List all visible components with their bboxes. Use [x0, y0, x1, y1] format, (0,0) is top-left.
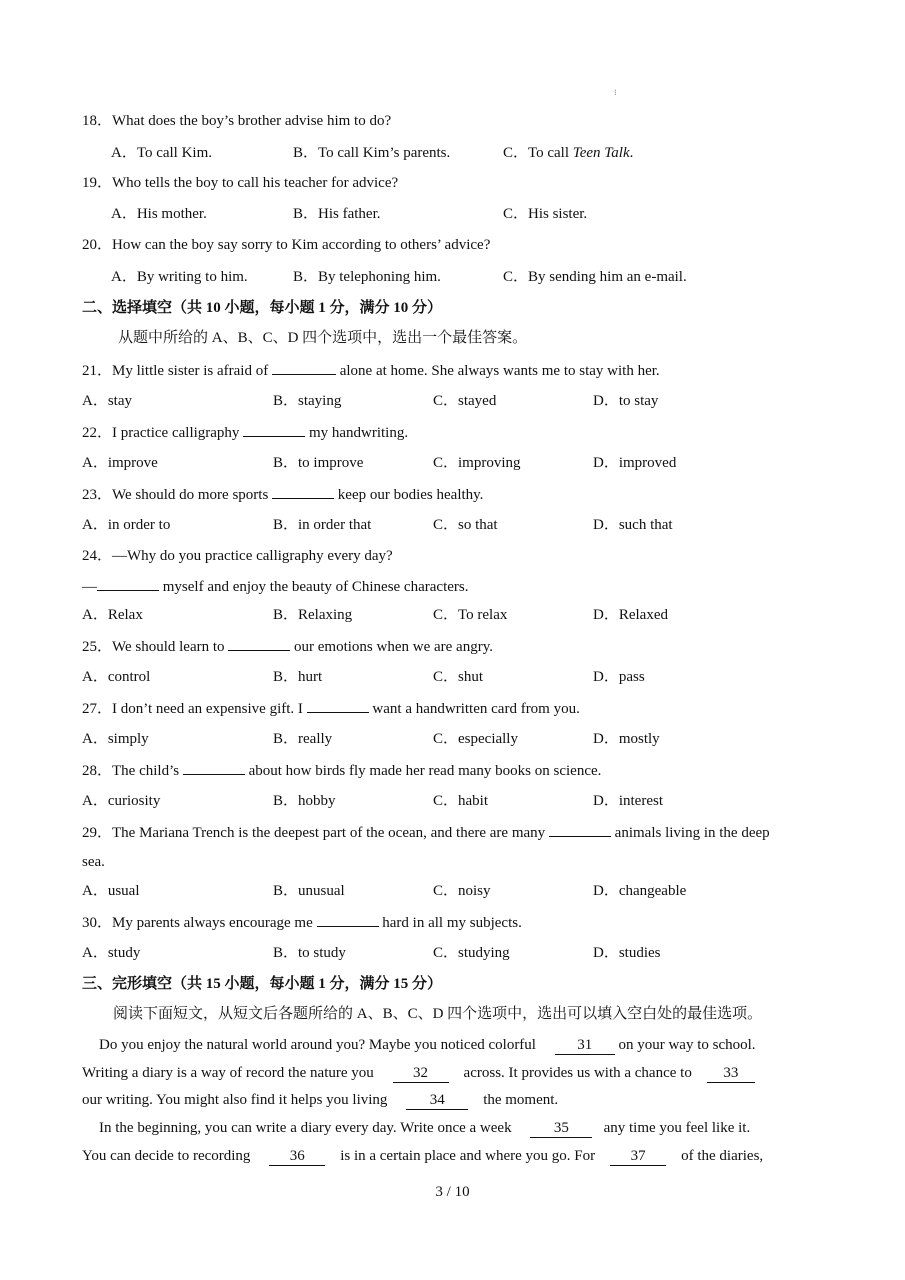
option-21d: D．to stay — [593, 393, 659, 409]
question-29: 29．The Mariana Trench is the deepest part of the ocean, and there are many animals living in the deep — [82, 822, 770, 843]
option-23a: A．in order to — [82, 517, 171, 533]
question-22: 22．I practice calligraphy my handwriting. — [82, 422, 408, 443]
option-30a: A．study — [82, 945, 141, 961]
passage-line-1: Do you enjoy the natural world around you? Maybe you noticed colorful 31 on your way to school. — [99, 1037, 756, 1053]
question-29-cont: sea. — [82, 854, 105, 870]
option-24c: C．To relax — [433, 607, 508, 623]
passage-line-4: In the beginning, you can write a diary every day. Write once a week 35 any time you feel like it. — [99, 1120, 751, 1136]
option-25d: D．pass — [593, 669, 645, 685]
option-30c: C．studying — [433, 945, 510, 961]
option-19a: A．His mother. — [111, 206, 207, 222]
question-25: 25．We should learn to our emotions when we are angry. — [82, 636, 493, 657]
question-24: 24．—Why do you practice calligraphy every day? — [82, 548, 393, 564]
section-2-instruction: 从题中所给的 A、B、C、D 四个选项中，选出一个最佳答案。 — [118, 330, 528, 346]
option-29d: D．changeable — [593, 883, 687, 899]
option-28b: B．hobby — [273, 793, 336, 809]
blank-37: 37 — [610, 1147, 666, 1166]
option-20a: A．By writing to him. — [111, 269, 248, 285]
option-22d: D．improved — [593, 455, 677, 471]
option-19c: C．His sister. — [503, 206, 588, 222]
option-30d: D．studies — [593, 945, 661, 961]
option-25c: C．shut — [433, 669, 484, 685]
option-22b: B．to improve — [273, 455, 364, 471]
option-27c: C．especially — [433, 731, 518, 747]
option-18a: A．To call Kim. — [111, 145, 213, 161]
option-27d: D．mostly — [593, 731, 660, 747]
option-23d: D．such that — [593, 517, 673, 533]
question-21: 21．My little sister is afraid of alone at home. She always wants me to stay with her. — [82, 360, 660, 381]
option-21a: A．stay — [82, 393, 132, 409]
question-20: 20．How can the boy say sorry to Kim according to others’ advice? — [82, 237, 491, 253]
passage-line-2: Writing a diary is a way of record the nature you 32 across. It provides us with a chance to 33 — [82, 1063, 755, 1083]
option-27a: A．simply — [82, 731, 149, 747]
option-21c: C．stayed — [433, 393, 497, 409]
blank-32: 32 — [393, 1064, 449, 1083]
option-29b: B．unusual — [273, 883, 345, 899]
option-27b: B．really — [273, 731, 333, 747]
option-28a: A．curiosity — [82, 793, 161, 809]
blank-33: 33 — [707, 1064, 755, 1083]
option-19b: B．His father. — [293, 206, 381, 222]
blank-35: 35 — [530, 1119, 592, 1138]
option-22a: A．improve — [82, 455, 158, 471]
passage-line-3: our writing. You might also find it helps you living 34 the moment. — [82, 1092, 559, 1108]
question-19: 19．Who tells the boy to call his teacher for advice? — [82, 175, 399, 191]
option-22c: C．improving — [433, 455, 521, 471]
blank-36: 36 — [269, 1147, 325, 1166]
question-28: 28．The child’s about how birds fly made her read many books on science. — [82, 760, 601, 781]
blank-34: 34 — [406, 1091, 468, 1110]
page-number: 3 / 10 — [435, 1184, 470, 1200]
page-mark: ⁝ — [614, 88, 617, 97]
section-2-title: 二、选择填空（共 10 小题，每小题 1 分，满分 10 分） — [82, 300, 443, 316]
option-25b: B．hurt — [273, 669, 323, 685]
option-18c: C．To call Teen Talk. — [503, 145, 634, 161]
option-25a: A．control — [82, 669, 151, 685]
question-23: 23．We should do more sports keep our bodies healthy. — [82, 484, 483, 505]
question-30: 30．My parents always encourage me hard in all my subjects. — [82, 912, 522, 933]
option-29c: C．noisy — [433, 883, 491, 899]
option-30b: B．to study — [273, 945, 346, 961]
option-23b: B．in order that — [273, 517, 372, 533]
option-20b: B．By telephoning him. — [293, 269, 441, 285]
passage-line-5: You can decide to recording 36 is in a certain place and where you go. For 37 of the diaries, — [82, 1148, 764, 1164]
question-27: 27．I don’t need an expensive gift. I want a handwritten card from you. — [82, 698, 580, 719]
option-28c: C．habit — [433, 793, 488, 809]
section-3-title: 三、完形填空（共 15 小题，每小题 1 分，满分 15 分） — [82, 976, 443, 992]
option-24a: A．Relax — [82, 607, 143, 623]
section-3-instruction: 阅读下面短文，从短文后各题所给的 A、B、C、D 四个选项中，选出可以填入空白处的最佳选项。 — [113, 1006, 763, 1022]
option-24b: B．Relaxing — [273, 607, 353, 623]
blank-31: 31 — [555, 1036, 615, 1055]
option-28d: D．interest — [593, 793, 663, 809]
question-24-reply: — myself and enjoy the beauty of Chinese characters. — [82, 576, 468, 597]
option-18b: B．To call Kim’s parents. — [293, 145, 451, 161]
option-23c: C．so that — [433, 517, 498, 533]
option-21b: B．staying — [273, 393, 342, 409]
option-20c: C．By sending him an e-mail. — [503, 269, 687, 285]
option-24d: D．Relaxed — [593, 607, 668, 623]
question-18: 18．What does the boy’s brother advise him to do? — [82, 113, 392, 129]
option-29a: A．usual — [82, 883, 140, 899]
